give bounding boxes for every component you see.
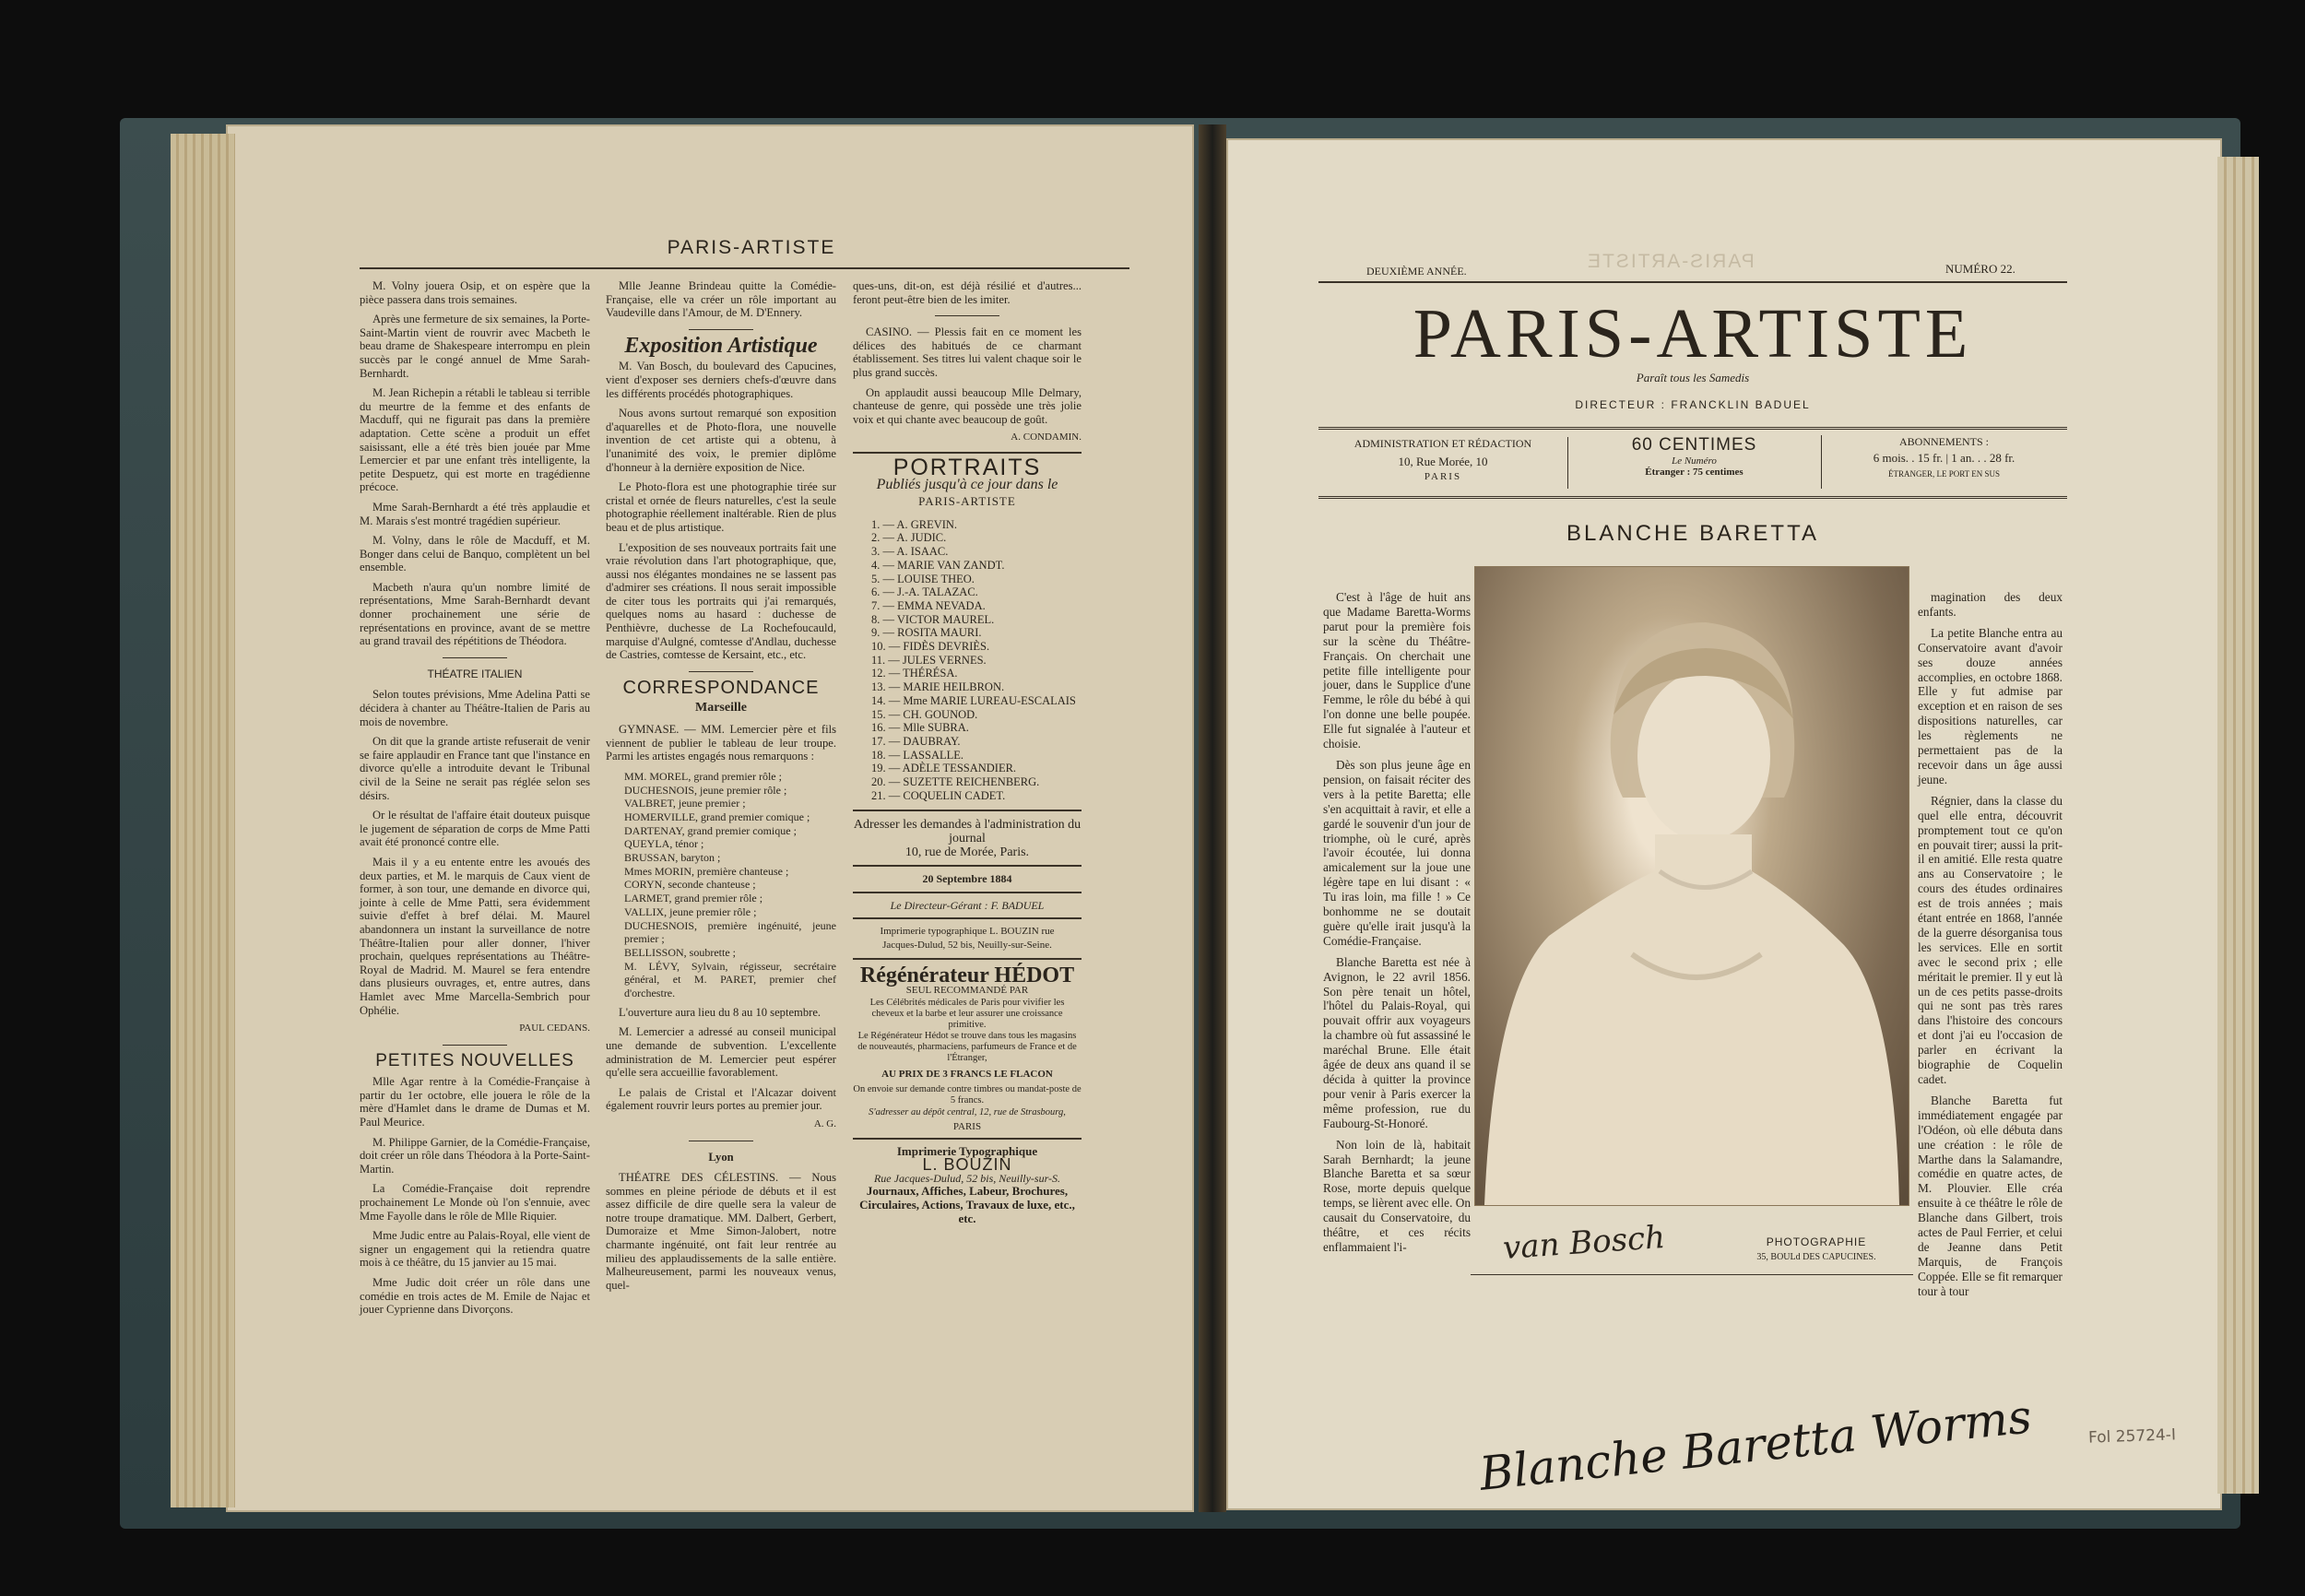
- subscription-foreign: ÉTRANGER, LE PORT EN SUS: [1887, 469, 2001, 479]
- news-paragraph: L'ouverture aura lieu du 8 au 10 septembre.: [619, 1005, 822, 1019]
- portrait-list-item: 18. — LASSALLE.: [871, 748, 963, 762]
- signature-paul-cedans: PAUL CEDANS.: [519, 1023, 590, 1034]
- portrait-photo: [1475, 567, 1909, 1205]
- right-page-edges: [2217, 157, 2259, 1494]
- article-paragraph: Non loin de là, habitait Sarah Bernhardt; la jeune Blanche Baretta et sa sœur Rose, morte depuis quelque temps, se lièrent avec elle. On causait du Conservatoire, du théâtre, et ces récits enflammaient l'i-: [1323, 1137, 1471, 1254]
- photo-rule: [1471, 1274, 1913, 1275]
- price: 60 CENTIMES: [1631, 435, 1757, 455]
- portrait-list-item: 10. — FIDÈS DEVRIÈS.: [871, 640, 990, 654]
- admin-block: [1318, 437, 1568, 489]
- rule: [853, 892, 1082, 893]
- autograph-signature: Blanche Baretta Worms: [1476, 1389, 2035, 1501]
- gerant-line: Le Directeur-Gérant : F. BADUEL: [890, 898, 1045, 912]
- portrait-list-item: 7. — EMMA NEVADA.: [871, 598, 986, 612]
- hedot-ad-text-2: Le Régénérateur Hédot se trouve dans tous les magasins de nouveautés, pharmaciens, parfumeurs de France et de l'Étranger,: [857, 1030, 1077, 1063]
- article-paragraph: La petite Blanche entra au Conservatoire avant d'avoir ses douze années accomplies, en octobre 1868. Elle y fut admise par exception et en raison de ses dispositions naturelles, car les règlements ne permettaient pas de la recevoir dans un âge aussi jeune.: [1918, 625, 2063, 786]
- news-item: La Comédie-Française doit reprendre prochainement Le Monde où l'on s'ennuie, avec Mme Fayolle dans le rôle de Mlle Riquier.: [360, 1182, 590, 1223]
- left-column-2: [606, 279, 836, 1298]
- news-paragraph: Mais il y a eu entente entre les avoués des deux parties, et M. le marquis de Caux vient de former, à son tour, une demande en divorce qui, jointe à celle de Mme Patti, sera évidemment suivie d'effet à bref délai. M. Maurel abandonnera un instant la surveillance de notre Théâtre-Italien pour aller donner, l'hiver prochain, quelques représentations au Théâtre-Royal de Madrid. M. Maurel se fera entendre dans plusieurs ouvrages, et, entre autres, dans Hamlet avec Mme Marcella-Sembrich pour Ophélie.: [360, 855, 590, 1017]
- exposition-paragraph: Le Photo-flora est une photographie tirée sur cristal et ornée de fleurs naturelles, c'est la seule photographie réellement inaltérable. Rien de plus beau et de plus artistique.: [606, 480, 836, 534]
- roster-line: M. LÉVY, Sylvain, régisseur, secrétaire général, et M. PARET, premier chef d'orchestre.: [624, 959, 836, 1000]
- hedot-ad-send: On envoie sur demande contre timbres ou mandat-poste de 5 francs.: [853, 1084, 1082, 1106]
- exposition-text: [606, 360, 836, 661]
- portrait-list-item: 5. — LOUISE THEO.: [871, 572, 975, 585]
- theatre-italien-heading: THÉATRE ITALIEN: [427, 667, 523, 680]
- article-paragraph: Blanche Baretta est née à Avignon, le 22 avril 1856. Son père tenait un hôtel, l'hôtel du Palais-Royal, qui pouvait offrir aux voyageurs la chambre où fut assassiné le maréchal Brune. Elle était âgée de deux ans quand il se décida à quitter la province pour venir à Paris exercer la même profession, rue du Faubourg-St-Honoré.: [1323, 954, 1471, 1130]
- casino-text-2: On applaudit aussi beaucoup Mlle Delmary, chanteuse de genre, qui possède une très jolie voix et qui chante avec beaucoup de goût.: [853, 385, 1082, 426]
- exposition-paragraph: Nous avons surtout remarqué son exposition d'aquarelles et de Photo-flora, une nouvelle invention de cet artiste qui a obtenu, à l'unanimité des voix, le premier diplôme d'honneur à la dernière exposition de Nice.: [606, 407, 836, 474]
- rule: [853, 865, 1082, 867]
- portrait-figure: [1475, 567, 1909, 1205]
- rule: [853, 452, 1082, 454]
- troupe-roster: [606, 770, 836, 1000]
- adresser-text: Adresser les demandes à l'administration du journal: [853, 818, 1082, 846]
- roster-line: Mmes MORIN, première chanteuse ;: [624, 864, 789, 878]
- left-column-1: [360, 279, 590, 1323]
- admin-title: ADMINISTRATION ET RÉDACTION: [1353, 437, 1532, 450]
- theatre-italien-news: [360, 688, 590, 1017]
- marseille-heading: Marseille: [695, 701, 747, 715]
- masthead-info-box: [1318, 427, 2067, 499]
- adresse-text: 10, rue de Morée, Paris.: [904, 845, 1030, 859]
- divider: [443, 1045, 507, 1046]
- left-running-title: PARIS-ARTISTE: [667, 237, 836, 258]
- news-paragraph: Macbeth n'aura qu'un nombre limité de représentations, Mme Sarah-Bernhardt devant donner prochainement une série de représentations en province, avant de se mettre au grand travail des répétitions de Théodora.: [360, 580, 590, 648]
- portraits-list: [853, 518, 1082, 803]
- subscription-rates: 6 mois. . 15 fr. | 1 an. . . 28 fr.: [1873, 451, 2015, 465]
- rule: [853, 917, 1082, 919]
- portrait-list-item: 20. — SUZETTE REICHENBERG.: [871, 775, 1040, 789]
- portrait-list-item: 1. — A. GREVIN.: [871, 517, 958, 531]
- roster-line: MM. MOREL, grand premier rôle ;: [624, 769, 782, 783]
- theatre-news: [360, 279, 590, 648]
- portraits-heading: PORTRAITS: [892, 454, 1042, 480]
- portrait-list-item: 11. — JULES VERNES.: [871, 653, 987, 667]
- photographer-signature: van Bosch: [1501, 1218, 1667, 1268]
- library-shelfmark: Fol 25724-I: [2087, 1425, 2177, 1448]
- printer-title: Imprimerie Typographique: [896, 1143, 1038, 1158]
- news-paragraph: Après une fermeture de six semaines, la Porte-Saint-Martin vient de rouvrir avec Macbeth le beau drame de Shakespeare interrompu en plein succès par le congé annuel de Mme Sarah-Bernhardt.: [360, 313, 590, 380]
- casino-text: CASINO. — Plessis fait en ce moment les délices des habitués de ce charmant établissement. Ses titres lui valent chaque soir le plus grand succès.: [853, 325, 1082, 379]
- news-paragraph: M. Jean Richepin a rétabli le tableau si terrible du meurtre de la femme et des enfants de Macduff, qui ne figurait pas dans la première adaptation. Cette scène a produit un effet saisissant, elle a été très bien jouée par Mme Lemercier et par une enfant très intelligente, la petite Despuetz, qui est morte en tragédienne précoce.: [360, 386, 590, 494]
- petites-nouvelles-list: [360, 1075, 590, 1317]
- left-page-edges: [171, 134, 235, 1507]
- hedot-ad-title: Régénérateur HÉDOT: [859, 963, 1075, 987]
- roster-line: QUEYLA, ténor ;: [624, 837, 704, 851]
- article-paragraph: Blanche Baretta fut immédiatement engagée par l'Odéon, où elle débuta dans une création : le rôle de Marthe dans la Salamandre, comédie en quatre actes, de M. Plouvier. Elle créa ensuite à ce théâtre le rôle de Blanche dans Gilbert, trois actes de Paul Ferrier, et celui de Jeanne dans Petit Marquis, de François Coppée. Elle se fit remarquer tour à tour: [1918, 1093, 2063, 1298]
- price-block: [1567, 435, 1822, 489]
- divider: [689, 671, 753, 672]
- divider: [935, 315, 999, 316]
- portrait-list-item: 16. — Mlle SUBRA.: [871, 721, 969, 735]
- lyon-heading: Lyon: [708, 1150, 734, 1164]
- roster-line: DUCHESNOIS, première ingénuité, jeune premier ;: [624, 918, 836, 946]
- portraits-subtitle: Publiés jusqu'à ce jour dans le: [876, 476, 1058, 492]
- petites-nouvelles-heading: PETITES NOUVELLES: [375, 1050, 574, 1070]
- roster-line: LARMET, grand premier rôle ;: [624, 892, 763, 905]
- signature-condamin: A. CONDAMIN.: [1011, 432, 1082, 443]
- rule: [853, 958, 1082, 960]
- roster-line: VALLIX, jeune premier rôle ;: [624, 904, 757, 918]
- news-paragraph: M. Volny, dans le rôle de Macduff, et M. Bonger dans celui de Banquo, complètent un bel ensemble.: [360, 534, 590, 574]
- year-label: DEUXIÈME ANNÉE.: [1366, 265, 1467, 278]
- article-paragraph: magination des deux enfants.: [1918, 590, 2063, 619]
- masthead-title: PARIS-ARTISTE: [1413, 295, 1973, 372]
- article-left-column: [1323, 590, 1471, 1261]
- divider: [443, 657, 507, 658]
- portrait-list-item: 6. — J.-A. TALAZAC.: [871, 585, 978, 599]
- portrait-list-item: 14. — Mme MARIE LUREAU-ESCALAIS: [871, 693, 1076, 707]
- article-right-column: [1918, 590, 2063, 1306]
- roster-line: HOMERVILLE, grand premier comique ;: [624, 810, 810, 823]
- portrait-list-item: 15. — CH. GOUNOD.: [871, 707, 978, 721]
- portrait-list-item: 3. — A. ISAAC.: [871, 545, 949, 559]
- price-unit: Le Numéro: [1672, 455, 1717, 467]
- portrait-list-item: 19. — ADÈLE TESSANDIER.: [871, 762, 1017, 775]
- left-column-3: [853, 279, 1082, 1225]
- gymnase-text: GYMNASE. — MM. Lemercier père et fils viennent de publier le tableau de leur troupe. Parmi les artistes engagés nous remarquons :: [606, 723, 836, 763]
- exposition-paragraph: M. Van Bosch, du boulevard des Capucines, vient d'exposer ses derniers chefs-d'œuvre dans les différents procédés photographiques.: [606, 360, 836, 400]
- lyon-text: THÉATRE DES CÉLESTINS. — Nous sommes en pleine période de débuts et il est assez difficile de dire quelle sera la valeur de notre troupe dramatique. MM. Dalbert, Gerbert, Dumoraize et Mme Simon-Jalobert, notre charmante ingénuité, ont fait leur rentrée au milieu des applaudissements de la salle entière. Malheureusement, parmi les nouveaux venus, quel-: [606, 1171, 836, 1292]
- news-paragraph: Mme Sarah-Bernhardt a été très applaudie et M. Marais s'est montré tragédien supérieur.: [360, 500, 590, 527]
- admin-city: PARIS: [1424, 471, 1462, 482]
- brindeau-news: Mlle Jeanne Brindeau quitte la Comédie-Française, elle va créer un rôle important au Vaudeville dans l'Amour, de M. D'Ennery.: [606, 279, 836, 320]
- rule: [853, 810, 1082, 811]
- news-item: Mme Judic entre au Palais-Royal, elle vient de signer un engagement qui la retiendra quatre mois à ce théâtre, du 15 janvier au 15 mai.: [360, 1229, 590, 1270]
- issue-number: NUMÉRO 22.: [1945, 262, 2015, 276]
- portrait-list-item: 9. — ROSITA MAURI.: [871, 626, 982, 640]
- portrait-list-item: 8. — VICTOR MAUREL.: [871, 612, 995, 626]
- price-foreign: Étranger : 75 centimes: [1645, 467, 1744, 478]
- roster-line: DARTENAY, grand premier comique ;: [624, 823, 797, 837]
- roster-line: BELLISSON, soubrette ;: [624, 945, 736, 959]
- bleed-through-text: PARIS-ARTISTE: [1586, 251, 1755, 272]
- correspondance-heading: CORRESPONDANCE: [622, 677, 820, 698]
- subscription-title: ABONNEMENTS :: [1898, 435, 1989, 448]
- portrait-list-item: 21. — COQUELIN CADET.: [871, 788, 1006, 802]
- hedot-ad-price: AU PRIX DE 3 FRANCS LE FLACON: [881, 1068, 1053, 1080]
- news-item: Mlle Agar rentre à la Comédie-Française à partir du 1er octobre, elle jouera le rôle de la mère d'Hamlet dans le drame de Dumas et M. Paul Meurice.: [360, 1075, 590, 1129]
- right-page: [1226, 138, 2222, 1510]
- marseille-news: [606, 1006, 836, 1113]
- printer-name: L. BOUZIN: [922, 1155, 1012, 1175]
- portrait-list-item: 12. — THÉRÉSA.: [871, 667, 958, 680]
- exposition-heading: Exposition Artistique: [624, 333, 818, 358]
- divider: [689, 329, 753, 330]
- subscription-block: [1821, 435, 2067, 479]
- admin-address: 10, Rue Morée, 10: [1398, 455, 1488, 468]
- continuation-text: ques-uns, dit-on, est déjà résilié et d'autres... feront peut-être bien de les imiter.: [853, 279, 1082, 306]
- article-paragraph: Dès son plus jeune âge en pension, on faisait réciter des vers à la petite Baretta; elle s'en acquittait à ravir, et elle a gardé le souvenir d'un jour de triomphe, où le curé, après l'avoir écoutée, lui donna amicalement sur la joue une légère tape en lui disant : « Tu iras loin, ma fille ! » Ce bonhomme ne se doutait guère qu'elle irait jusqu'à la Comédie-Française.: [1323, 757, 1471, 948]
- hedot-ad-subtitle: SEUL RECOMMANDÉ PAR: [905, 985, 1029, 997]
- portrait-list-item: 13. — MARIE HEILBRON.: [871, 680, 1005, 694]
- left-title-rule: [360, 267, 1129, 269]
- article-left-text: [1323, 590, 1471, 1255]
- news-item: M. Philippe Garnier, de la Comédie-Française, doit créer un rôle dans Théodora à la Porte-Saint-Martin.: [360, 1135, 590, 1176]
- roster-line: VALBRET, jeune premier ;: [624, 797, 746, 810]
- book-gutter: [1199, 124, 1226, 1512]
- article-right-text: [1918, 590, 2063, 1299]
- roster-line: BRUSSAN, baryton ;: [624, 851, 721, 865]
- news-paragraph: On dit que la grande artiste refuserait de venir se faire applaudir en France tant que l'instance en divorce qu'elle a introduite devant le Tribunal civil de la Seine ne serait pas réglée selon ses désirs.: [360, 735, 590, 802]
- printer-address: Rue Jacques-Dulud, 52 bis, Neuilly-sur-S.: [873, 1171, 1061, 1185]
- rule: [853, 1138, 1082, 1140]
- photo-credit-label: PHOTOGRAPHIE: [1766, 1235, 1867, 1248]
- hedot-ad-text: Les Célébrités médicales de Paris pour vivifier les cheveux et la barbe et leur assurer une croissance primitive.: [869, 997, 1065, 1030]
- portrait-list-item: 17. — DAUBRAY.: [871, 734, 961, 748]
- signature-ag: A. G.: [813, 1117, 836, 1129]
- portrait-list-item: 2. — A. JUDIC.: [871, 531, 947, 545]
- news-paragraph: M. Lemercier a adressé au conseil municipal une demande de subvention. L'excellente administration de M. Lemercier peut espérer qu'elle sera accueillie favorablement.: [606, 1025, 836, 1080]
- news-paragraph: Or le résultat de l'affaire était douteux puisque le jugement de séparation de corps de Mme Patti avait été prononcé contre elle.: [360, 809, 590, 849]
- tagline: Paraît tous les Samedis: [1636, 371, 1750, 384]
- article-paragraph: Régnier, dans la classe du quel elle entra, découvrit promptement tout ce qu'on en pouvait tirer; aussi la prit-il en amitié. Elle resta quatre ans au Conservatoire ; le cours des études ordinaires est de trois années ; mais étant entrée en 1868, l'année de la guerre désorganisa tous les services. Elle en sortit avec le second prix ; elle méritait le premier. Il y eut là un de ces petits passe-droits qui ne sont pas très rares dans l'histoire des concours et dont j'ai eu l'occasion de parler en écrivant la biographie de Coquelin cadet.: [1918, 793, 2063, 1086]
- hedot-ad-depot: S'adresser au dépôt central, 12, rue de Strasbourg,: [869, 1107, 1066, 1118]
- left-page: [226, 124, 1194, 1512]
- portrait-list-item: 4. — MARIE VAN ZANDT.: [871, 558, 1005, 572]
- director-line: DIRECTEUR : FRANCKLIN BADUEL: [1575, 398, 1811, 411]
- article-paragraph: C'est à l'âge de huit ans que Madame Baretta-Worms parut pour la première fois sur la scène du Théâtre-Français. On cherchait une petite fille intelligente pour jouer, dans le Supplice d'une Femme, le rôle du bébé à qui l'on donne une belle poupée. Elle fut signalée à l'auteur et choisie.: [1323, 590, 1471, 751]
- news-paragraph: Selon toutes prévisions, Mme Adelina Patti se décidera à chanter au Théâtre-Italien de Paris au mois de novembre.: [360, 688, 590, 728]
- exposition-paragraph: L'exposition de ses nouveaux portraits fait une vraie révolution dans l'art photographique, que, aussi nos élégantes mondaines ne se lassent pas d'admirer ses créations. Il nous serait impossible de citer tous les portraits qui j'ai remarqués, quelques noms au hasard : duchesse de Penthièvre, duchesse de La Rochefoucauld, marquise d'Aulgné, comtesse d'Andlau, duchesse de Castries, comtesse de Kersaint, etc., etc.: [606, 540, 836, 662]
- news-paragraph: Le palais de Cristal et l'Alcazar doivent également rouvrir leurs portes au premier jour.: [606, 1085, 836, 1113]
- photo-credit-address: 35, BOULd DES CAPUCINES.: [1756, 1252, 1876, 1262]
- roster-line: CORYN, seconde chanteuse ;: [624, 878, 756, 892]
- portraits-paper-name: PARIS-ARTISTE: [918, 494, 1016, 509]
- masthead-rule-top: [1318, 281, 2067, 283]
- news-paragraph: M. Volny jouera Osip, et on espère que la pièce passera dans trois semaines.: [360, 279, 590, 306]
- printer-services: Journaux, Affiches, Labeur, Brochures, Circulaires, Actions, Travaux de luxe, etc., etc.: [859, 1184, 1075, 1225]
- imprimerie-line: Imprimerie typographique L. BOUZIN rue Jacques-Dulud, 52 bis, Neuilly-sur-Seine.: [880, 926, 1055, 952]
- article-title: BLANCHE BARETTA: [1566, 521, 1819, 546]
- issue-date: 20 Septembre 1884: [922, 872, 1012, 886]
- news-item: Mme Judic doit créer un rôle dans une comédie en trois actes de M. Emile de Najac et jouer Cyprienne dans Divorçons.: [360, 1276, 590, 1317]
- hedot-ad-city: PARIS: [952, 1121, 982, 1133]
- roster-line: DUCHESNOIS, jeune premier rôle ;: [624, 783, 787, 797]
